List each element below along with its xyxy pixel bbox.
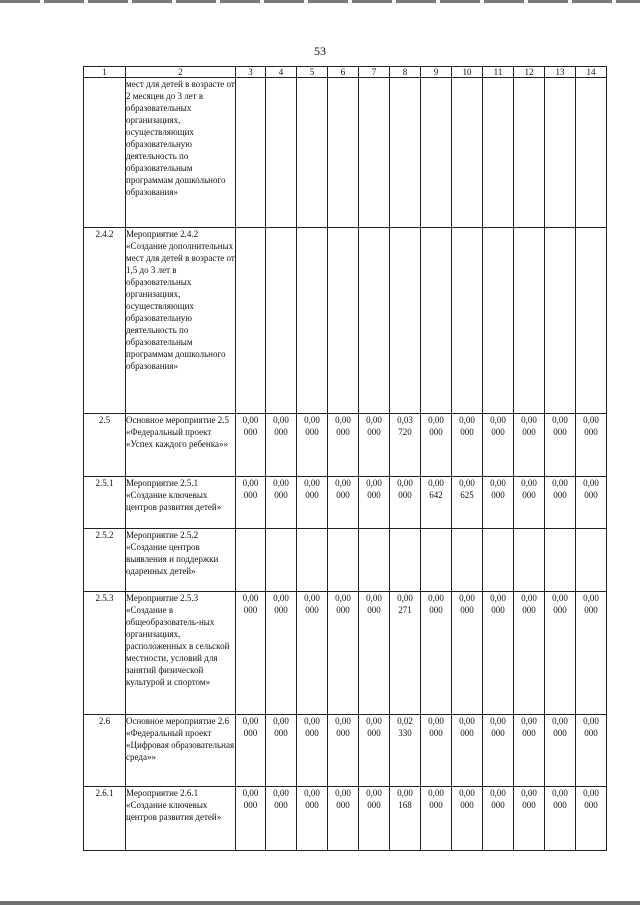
- value-cell: 0,00 000: [514, 715, 545, 787]
- value-cell: [545, 78, 576, 228]
- value-cell: 0,00 000: [297, 592, 328, 715]
- value-cell: [328, 228, 359, 414]
- value-cell: 0,00 000: [514, 787, 545, 851]
- header-cell: 11: [483, 67, 514, 78]
- scan-edge-bottom: [0, 901, 640, 905]
- table-row: [84, 78, 607, 228]
- value-cell: 0,00 000: [452, 787, 483, 851]
- value-cell: 0,00 000: [328, 477, 359, 529]
- value-cell: 0,00 000: [545, 787, 576, 851]
- value-cell: 0,00 000: [576, 715, 607, 787]
- value-cell: 0,00 000: [452, 592, 483, 715]
- value-cell: 0,00 000: [576, 414, 607, 477]
- value-cell: [576, 228, 607, 414]
- header-cell: 4: [266, 67, 297, 78]
- value-cell: [483, 228, 514, 414]
- value-cell: [514, 228, 545, 414]
- table-row: [84, 228, 607, 414]
- row-number: 2.4.2: [84, 228, 126, 414]
- row-number: 2.5.1: [84, 477, 126, 529]
- value-cell: 0,00 000: [297, 414, 328, 477]
- row-number: 2.5: [84, 414, 126, 477]
- value-cell: [390, 78, 421, 228]
- row-description: Мероприятие 2.6.1 «Создание ключевых центров развития детей»: [126, 787, 236, 851]
- page-number: 53: [314, 44, 326, 58]
- value-cell: 0,00 000: [576, 477, 607, 529]
- value-cell: 0,00 000: [359, 787, 390, 851]
- value-cell: 0,00 000: [483, 787, 514, 851]
- value-cell: 0,00 000: [236, 787, 266, 851]
- value-cell: 0,00 000: [545, 715, 576, 787]
- value-cell: 0,00 000: [266, 414, 297, 477]
- value-cell: [483, 78, 514, 228]
- value-cell: [359, 78, 390, 228]
- value-cell: 0,00 000: [452, 715, 483, 787]
- value-cell: 0,00 000: [514, 477, 545, 529]
- table-row: [84, 715, 607, 787]
- value-cell: 0,00 000: [359, 477, 390, 529]
- value-cell: 0,00 000: [359, 715, 390, 787]
- value-cell: 0,00 000: [328, 787, 359, 851]
- value-cell: 0,02 330: [390, 715, 421, 787]
- value-cell: [236, 529, 266, 592]
- value-cell: [452, 228, 483, 414]
- header-cell: 1: [84, 67, 126, 78]
- row-description: Мероприятие 2.5.1 «Создание ключевых центров развития детей»: [126, 477, 236, 529]
- header-cell: 14: [576, 67, 607, 78]
- row-number: 2.5.3: [84, 592, 126, 715]
- row-number: 2.6.1: [84, 787, 126, 851]
- row-number: 2.5.2: [84, 529, 126, 592]
- value-cell: 0,00 000: [545, 592, 576, 715]
- value-cell: 0,00 000: [421, 414, 452, 477]
- header-cell: 12: [514, 67, 545, 78]
- value-cell: 0,00 000: [483, 477, 514, 529]
- scan-edge-top: [0, 0, 640, 3]
- value-cell: 0,00 000: [328, 592, 359, 715]
- table-row: [84, 414, 607, 477]
- value-cell: 0,00 000: [483, 414, 514, 477]
- row-description: Мероприятие 2.4.2 «Создание дополнительных мест для детей в возрасте от 1,5 до 3 лет в образовательных организациях, осуществляющих образовательную деятельность по образовательным программам дошкольного образования»: [126, 228, 236, 414]
- value-cell: 0,00 000: [421, 715, 452, 787]
- value-cell: 0,00 000: [359, 414, 390, 477]
- value-cell: [514, 529, 545, 592]
- header-cell: 5: [297, 67, 328, 78]
- value-cell: 0,00 000: [236, 592, 266, 715]
- value-cell: 0,00 000: [297, 787, 328, 851]
- value-cell: 0,00 642: [421, 477, 452, 529]
- header-row: [84, 67, 607, 78]
- value-cell: [266, 78, 297, 228]
- value-cell: [390, 529, 421, 592]
- row-number: 2.6: [84, 715, 126, 787]
- value-cell: [297, 529, 328, 592]
- table-row: [84, 592, 607, 715]
- value-cell: [421, 529, 452, 592]
- table-row: [84, 529, 607, 592]
- value-cell: [576, 529, 607, 592]
- value-cell: 0,00 000: [483, 592, 514, 715]
- value-cell: 0,00 000: [266, 715, 297, 787]
- header-cell: 10: [452, 67, 483, 78]
- value-cell: [421, 78, 452, 228]
- row-number: [84, 78, 126, 228]
- header-cell: 6: [328, 67, 359, 78]
- value-cell: 0,00 000: [236, 477, 266, 529]
- row-description: Основное мероприятие 2.5 «Федеральный проект «Успех каждого ребенка»»: [126, 414, 236, 477]
- value-cell: [452, 529, 483, 592]
- header-cell: 7: [359, 67, 390, 78]
- value-cell: [390, 228, 421, 414]
- value-cell: 0,00 000: [514, 414, 545, 477]
- header-cell: 9: [421, 67, 452, 78]
- value-cell: 0,00 000: [266, 592, 297, 715]
- header-cell: 3: [236, 67, 266, 78]
- value-cell: 0,00 000: [545, 414, 576, 477]
- value-cell: [236, 78, 266, 228]
- value-cell: 0,00 000: [297, 477, 328, 529]
- value-cell: 0,00 000: [266, 477, 297, 529]
- value-cell: 0,00 000: [452, 414, 483, 477]
- value-cell: 0,00 000: [297, 715, 328, 787]
- value-cell: 0,00 000: [359, 592, 390, 715]
- row-description: Мероприятие 2.5.3 «Создание в общеобразователь-ных организациях, расположенных в сельской местности, условий для занятий физической культурой и спортом»: [126, 592, 236, 715]
- value-cell: [421, 228, 452, 414]
- value-cell: 0,00 000: [545, 477, 576, 529]
- row-description: мест для детей в возрасте от 2 месяцев до 3 лет в образовательных организациях, осуществляющих образовательную деятельность по образовательным программам дошкольного образования»: [126, 78, 236, 228]
- value-cell: [452, 78, 483, 228]
- header-cell: 13: [545, 67, 576, 78]
- value-cell: 0,00 000: [236, 715, 266, 787]
- row-description: Основное мероприятие 2.6 «Федеральный проект «Цифровая образовательная среда»»: [126, 715, 236, 787]
- value-cell: 0,03 720: [390, 414, 421, 477]
- value-cell: [266, 529, 297, 592]
- budget-table: [83, 66, 607, 851]
- value-cell: [576, 78, 607, 228]
- value-cell: 0,00 000: [328, 414, 359, 477]
- value-cell: [266, 228, 297, 414]
- value-cell: 0,00 000: [576, 787, 607, 851]
- header-cell: 2: [126, 67, 236, 78]
- row-description: Мероприятие 2.5.2 «Создание центров выявления и поддержки одаренных детей»: [126, 529, 236, 592]
- value-cell: 0,00 000: [421, 592, 452, 715]
- value-cell: [483, 529, 514, 592]
- table-row: [84, 787, 607, 851]
- value-cell: [297, 228, 328, 414]
- value-cell: [236, 228, 266, 414]
- value-cell: 0,00 000: [421, 787, 452, 851]
- header-cell: 8: [390, 67, 421, 78]
- value-cell: [545, 228, 576, 414]
- value-cell: 0,00 000: [390, 477, 421, 529]
- value-cell: [328, 529, 359, 592]
- value-cell: [359, 529, 390, 592]
- value-cell: 0,00 000: [328, 715, 359, 787]
- value-cell: 0,00 271: [390, 592, 421, 715]
- value-cell: 0,00 000: [236, 414, 266, 477]
- value-cell: 0,00 000: [576, 592, 607, 715]
- value-cell: 0,00 168: [390, 787, 421, 851]
- value-cell: 0,00 000: [514, 592, 545, 715]
- value-cell: [545, 529, 576, 592]
- value-cell: [514, 78, 545, 228]
- table-row: [84, 477, 607, 529]
- value-cell: 0,00 000: [266, 787, 297, 851]
- value-cell: 0,00 625: [452, 477, 483, 529]
- value-cell: [328, 78, 359, 228]
- value-cell: [297, 78, 328, 228]
- value-cell: [359, 228, 390, 414]
- value-cell: 0,00 000: [483, 715, 514, 787]
